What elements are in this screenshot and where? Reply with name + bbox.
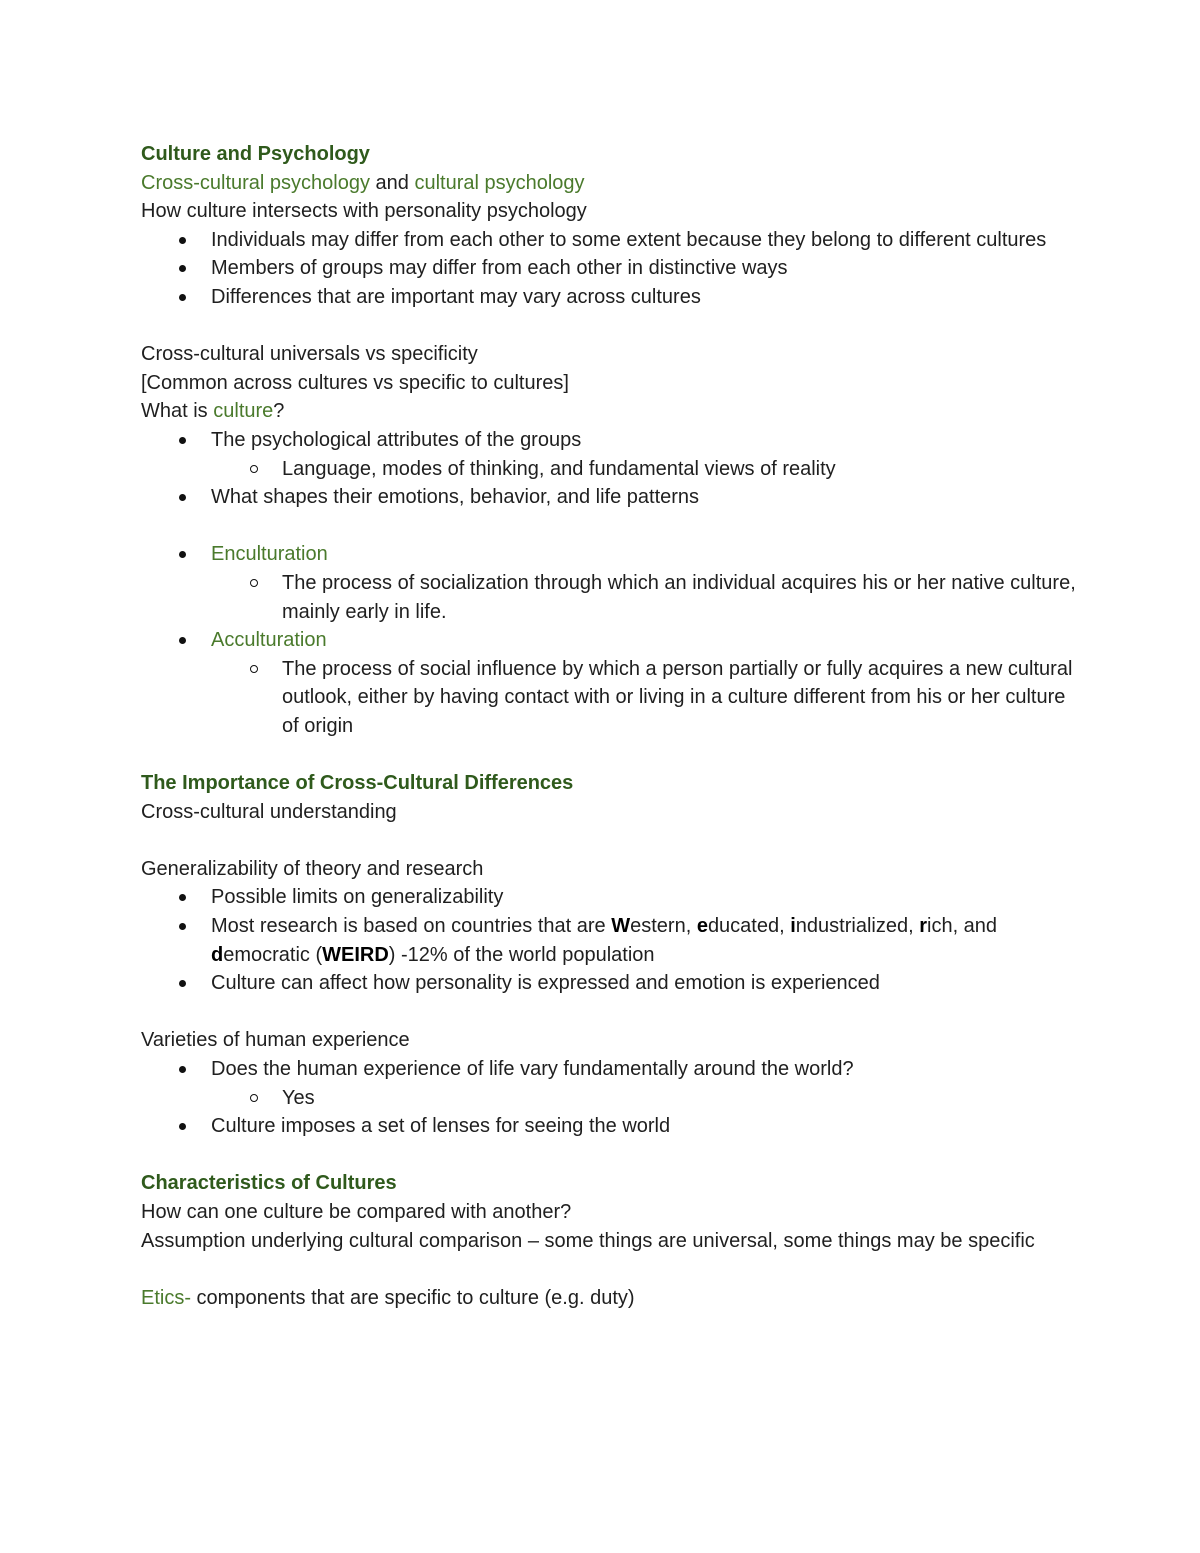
bullet-icon (179, 237, 186, 244)
term-etics: Etics- (141, 1286, 191, 1309)
list-item: Culture imposes a set of lenses for seeing the world (141, 1112, 1081, 1141)
section-heading: Culture and Psychology (141, 143, 370, 165)
bullet-icon (179, 294, 186, 301)
list-item: Individuals may differ from each other to some extent because they belong to different cultures (141, 226, 1081, 255)
bullet-list (141, 1055, 1081, 1141)
bullet-icon (179, 1123, 186, 1130)
paragraph: What is culture? (141, 400, 285, 423)
hollow-bullet-icon (250, 665, 258, 673)
spacer (141, 826, 1081, 855)
term-cross-cultural-psychology: Cross-cultural psychology (141, 171, 370, 194)
hollow-bullet-icon (250, 1094, 258, 1102)
list-item: Possible limits on generalizability (141, 883, 1081, 912)
bullet-icon (179, 637, 186, 644)
section-heading: Characteristics of Cultures (141, 1172, 397, 1195)
list-item: Members of groups may differ from each other in distinctive ways (141, 254, 1081, 283)
section-heading: The Importance of Cross-Cultural Differences (141, 772, 574, 795)
spacer (141, 1255, 1081, 1284)
term-enculturation: Enculturation (211, 543, 328, 566)
bullet-icon (179, 894, 186, 901)
term-acculturation: Acculturation (211, 629, 327, 652)
paragraph: How culture intersects with personality psychology (141, 200, 587, 223)
list-item: Differences that are important may vary across cultures (141, 283, 1081, 312)
list-item: Culture can affect how personality is expressed and emotion is experienced (141, 969, 1081, 998)
spacer (141, 998, 1081, 1027)
list-item: The psychological attributes of the groups (141, 426, 1081, 455)
paragraph: Cross-cultural universals vs specificity (141, 343, 478, 366)
bullet-list (141, 226, 1081, 312)
hollow-bullet-icon (250, 579, 258, 587)
bullet-list (141, 426, 1081, 512)
list-item: Language, modes of thinking, and fundamental views of reality (141, 455, 1081, 484)
spacer (141, 312, 1081, 341)
paragraph: Etics- components that are specific to culture (e.g. duty) (141, 1286, 635, 1309)
list-item: Most research is based on countries that are Western, educated, industrialized, rich, and democratic (WEIRD) -12% of the world population (141, 912, 1081, 969)
bullet-icon (179, 437, 186, 444)
subtitle-line: Cross-cultural psychology and cultural psychology (141, 171, 585, 194)
list-item: The process of social influence by which a person partially or fully acquires a new cultural outlook, either by having contact with or living in a culture different from his or her culture of origin (141, 655, 1081, 741)
bullet-icon (179, 923, 186, 930)
list-item: What shapes their emotions, behavior, and life patterns (141, 483, 1081, 512)
paragraph: How can one culture be compared with another? (141, 1200, 572, 1223)
bullet-list (141, 883, 1081, 997)
spacer (141, 740, 1081, 769)
spacer (141, 512, 1081, 541)
list-item: Yes (141, 1084, 1081, 1113)
list-item (141, 540, 1081, 569)
bullet-icon (179, 494, 186, 501)
weird-acronym: WEIRD (322, 943, 389, 966)
bullet-icon (179, 265, 186, 272)
term-cultural-psychology: cultural psychology (414, 171, 585, 194)
term-culture: culture (213, 400, 274, 423)
paragraph: [Common across cultures vs specific to cultures] (141, 371, 569, 394)
bullet-icon (179, 551, 186, 558)
paragraph: Varieties of human experience (141, 1029, 410, 1052)
hollow-bullet-icon (250, 465, 258, 473)
document-page (141, 140, 1081, 1312)
bullet-list (141, 540, 1081, 740)
list-item: Does the human experience of life vary fundamentally around the world? (141, 1055, 1081, 1084)
list-item: The process of socialization through which an individual acquires his or her native culture, mainly early in life. (141, 569, 1081, 626)
paragraph: Cross-cultural understanding (141, 800, 397, 823)
paragraph: Assumption underlying cultural comparison – some things are universal, some things may be specific (141, 1229, 1035, 1252)
paragraph: Generalizability of theory and research (141, 857, 484, 880)
bullet-icon (179, 980, 186, 987)
bullet-icon (179, 1066, 186, 1073)
spacer (141, 1141, 1081, 1170)
list-item (141, 626, 1081, 655)
